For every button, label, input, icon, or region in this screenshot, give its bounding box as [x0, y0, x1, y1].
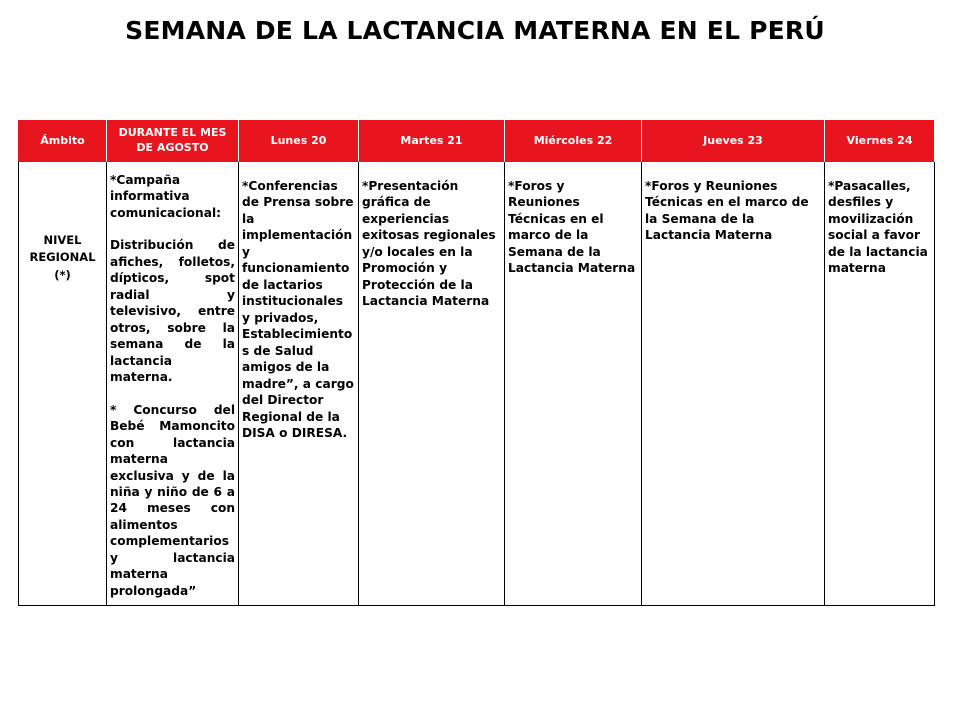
cell-durante-agosto	[107, 162, 239, 605]
distribution-text: Distribución de afiches, folletos, dípticos, spot radial y televisivo, entre otros, sobre la semana de la lactancia materna.	[110, 238, 235, 385]
contest-text: * Concurso del Bebé Mamoncito con lactancia materna exclusiva y de la niña y niño de 6 a 24 meses con alimentos complementarios y lactancia materna prolongada”	[110, 402, 235, 598]
cell-ambito: NIVEL REGIONAL (*)	[19, 162, 107, 605]
header-martes: Martes 21	[359, 120, 505, 162]
cell-lunes: *Conferencias de Prensa sobre la implementación y funcionamiento de lactarios institucionales y privados, Establecimientos de Salud amigos de la madre”, a cargo del Director Regional de la DISA o DIRESA.	[239, 162, 359, 605]
cell-martes: *Presentación gráfica de experiencias exitosas regionales y/o locales en la Promoción y Protección de la Lactancia Materna	[359, 162, 505, 605]
schedule-table	[18, 120, 935, 606]
cell-jueves: *Foros y Reuniones Técnicas en el marco de la Semana de la Lactancia Materna	[642, 162, 825, 605]
cell-viernes: *Pasacalles, desfiles y movilización social a favor de la lactancia materna	[825, 162, 935, 605]
page-title: SEMANA DE LA LACTANCIA MATERNA EN EL PERÚ	[125, 16, 825, 45]
header-ambito: Ámbito	[19, 120, 107, 162]
header-jueves: Jueves 23	[642, 120, 825, 162]
header-lunes: Lunes 20	[239, 120, 359, 162]
table-header	[19, 120, 935, 162]
header-durante-agosto: DURANTE EL MES DE AGOSTO	[107, 120, 239, 162]
table-body	[19, 162, 935, 605]
cell-miercoles: *Foros y Reuniones Técnicas en el marco de la Semana de la Lactancia Materna	[505, 162, 642, 605]
header-viernes: Viernes 24	[825, 120, 935, 162]
header-row	[19, 120, 935, 162]
header-miercoles: Miércoles 22	[505, 120, 642, 162]
table-row	[19, 162, 935, 605]
campaign-heading: *Campaña informativa comunicacional:	[110, 173, 222, 220]
